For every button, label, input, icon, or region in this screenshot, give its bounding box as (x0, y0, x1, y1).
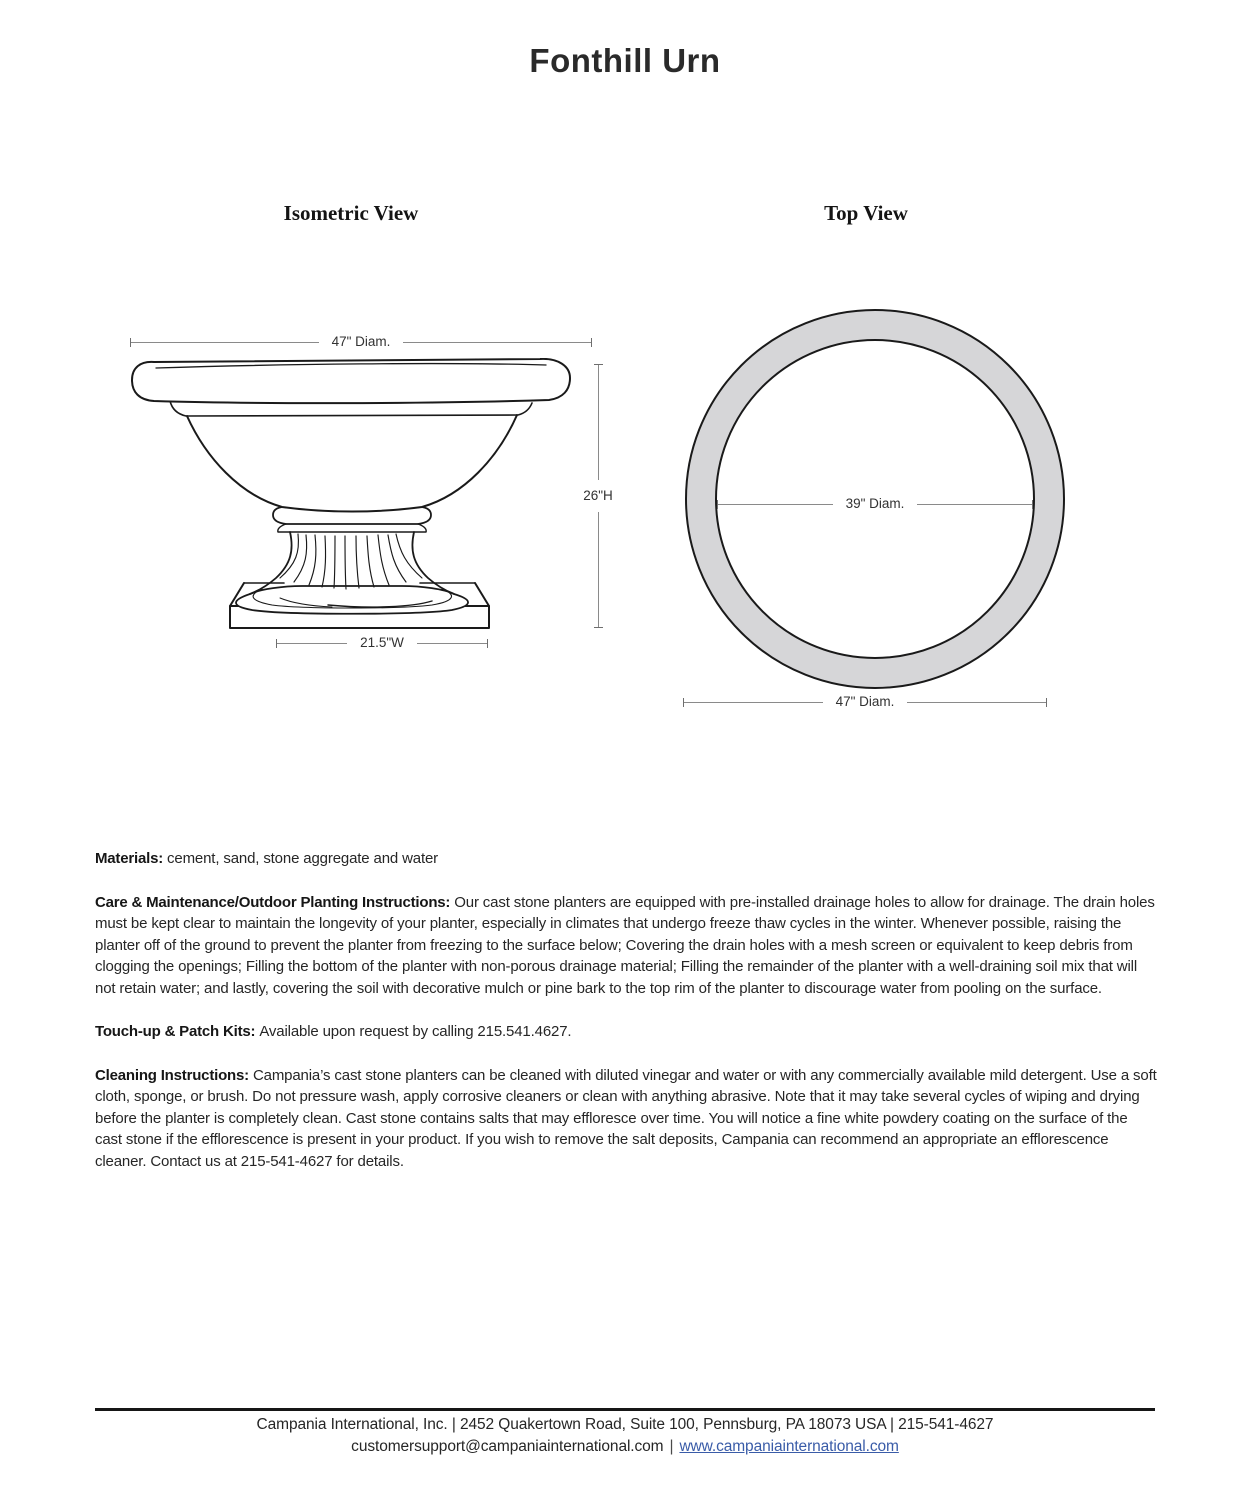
cleaning-heading: Cleaning Instructions: (95, 1066, 249, 1084)
iso-height-label: 26"H (583, 488, 613, 504)
materials-paragraph (95, 848, 1157, 870)
urn-isometric-drawing (130, 358, 572, 630)
top-inner-diameter-dimension (717, 496, 1033, 512)
dimension-tick (1046, 698, 1047, 707)
dimension-tick (594, 627, 603, 628)
materials-heading: Materials: (95, 850, 164, 867)
touch-up-paragraph (95, 1021, 1157, 1043)
iso-base-width-dimension (276, 635, 488, 651)
care-maintenance-heading: Care & Maintenance/Outdoor Planting Instructions: (95, 893, 451, 911)
isometric-view-label: Isometric View (283, 201, 419, 225)
dimension-tick (1032, 500, 1033, 509)
dimension-line (598, 512, 599, 627)
dimension-line (131, 342, 319, 343)
instructions-text-block (95, 848, 1157, 1194)
footer-website-link[interactable]: www.campaniainternational.com (679, 1438, 899, 1455)
iso-base-width-label: 21.5"W (360, 635, 404, 651)
dimension-line (417, 643, 487, 644)
touch-up-heading: Touch-up & Patch Kits: (95, 1023, 256, 1040)
top-inner-diameter-label: 39" Diam. (845, 496, 905, 512)
dimension-line (907, 702, 1046, 703)
care-maintenance-paragraph (95, 892, 1157, 1000)
top-view-label: Top View (824, 201, 908, 225)
footer-company-line: Campania International, Inc. | 2452 Quakertown Road, Suite 100, Pennsburg, PA 18073 USA | 215-541-4627 (256, 1416, 994, 1433)
footer-separator: | (669, 1438, 674, 1455)
top-outer-diameter-dimension (683, 694, 1047, 710)
cleaning-body: Campania’s cast stone planters can be cleaned with diluted vinegar and water or with any commercially available mild detergent. Use a soft cloth, sponge, or brush. Do not pressure wash, apply corrosive cleaners or clean with anything abrasive. Note that it may take several cycles of wiping and drying before the planter is completely clean. Cast stone contains salts that may effloresce over time. You will notice a fine white powdery coating on the surface of the cast stone if the efflorescence is present in your product. If you wish to remove the salt deposits, Campania can recommend an appropriate an efflorescence cleaner. Contact us at 215-541-4627 for details. (95, 1066, 1157, 1170)
footer-divider (95, 1408, 1155, 1411)
dimension-line (598, 365, 599, 480)
dimension-line (684, 702, 823, 703)
dimension-tick (591, 338, 592, 347)
footer-email: customersupport@campaniainternational.com (351, 1438, 664, 1455)
care-maintenance-body: Our cast stone planters are equipped with pre-installed drainage holes to allow for drainage. The drain holes must be kept clear to maintain the longevity of your planter, especially in climates that undergo freeze thaw cycles in the winter. Whenever possible, raising the planter off of the ground to prevent the planter from freezing to the surface below; Covering the drain holes with a mesh screen or equivalent to keep debris from clogging the openings; Filling the bottom of the planter with non-porous drainage material; Filling the remainder of the planter with a well-draining soil mix that will not retain water; and lastly, covering the soil with decorative mulch or pine bark to the top rim of the planter to discourage water from pooling on the surface. (95, 893, 1155, 997)
iso-height-dimension (576, 364, 620, 628)
dimension-line (718, 504, 833, 505)
urn-top-view-drawing (685, 309, 1065, 689)
dimension-line (403, 342, 591, 343)
cleaning-paragraph (95, 1065, 1157, 1173)
dimension-line (277, 643, 347, 644)
footer-contact-line (0, 1438, 1250, 1456)
top-outer-diameter-label: 47" Diam. (835, 694, 895, 710)
iso-top-diameter-label: 47" Diam. (331, 334, 391, 350)
dimension-tick (487, 639, 488, 648)
page-title: Fonthill Urn (529, 42, 721, 79)
iso-top-diameter-dimension (130, 334, 592, 350)
materials-body: cement, sand, stone aggregate and water (167, 850, 439, 867)
dimension-line (917, 504, 1032, 505)
touch-up-body: Available upon request by calling 215.541.4627. (259, 1023, 572, 1040)
